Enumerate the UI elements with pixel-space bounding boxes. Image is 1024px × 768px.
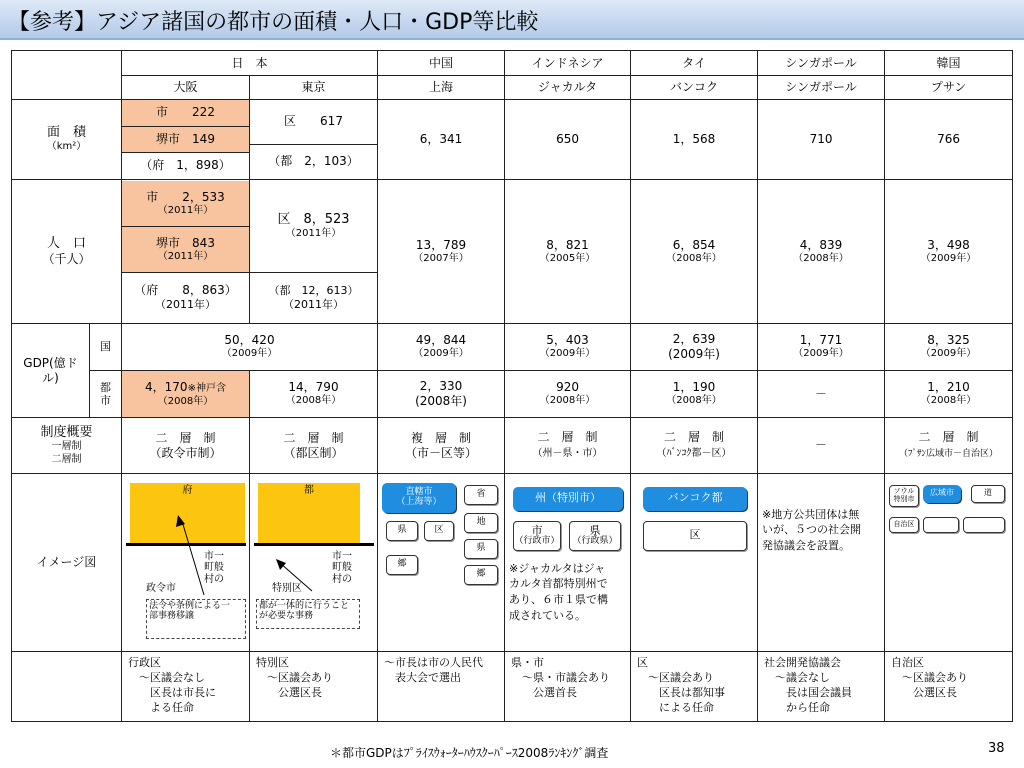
gdp-shanghai-city-value: 2，330	[419, 379, 463, 393]
image-osaka	[122, 474, 250, 652]
gdp-shanghai-city-year: (2008年)	[415, 394, 467, 408]
header-thailand: タイ	[631, 51, 758, 76]
corner-cell	[12, 51, 122, 100]
gdp-singapore-city: －	[758, 371, 885, 418]
pop-singapore-value: 4，839	[799, 237, 843, 252]
header-korea: 韓国	[885, 51, 1013, 76]
gdp-korea-year: （2009年）	[920, 348, 977, 360]
jk-city-box	[513, 521, 561, 551]
image-bangkok	[631, 474, 758, 652]
system-jakarta-type: 二 層 制	[537, 430, 598, 445]
pop-bangkok-year: （2008年）	[666, 252, 722, 264]
gdp-country-row	[12, 324, 1013, 371]
pop-osaka-city-value: 市 2，533	[146, 189, 225, 204]
pop-shanghai-value: 13，789	[415, 237, 467, 252]
tokyo-to-block: 都	[258, 483, 360, 543]
header-china: 中国	[378, 51, 505, 76]
gdp-thailand	[631, 324, 758, 371]
tokyo-ward-label: 特別区	[272, 582, 302, 594]
population-label-cell	[12, 180, 122, 324]
area-row	[12, 100, 1013, 180]
system-jakarta-sub: （州－県・市）	[532, 448, 603, 460]
jk-regency-label: 県	[589, 523, 601, 537]
image-singapore	[758, 474, 885, 652]
header-osaka: 大阪	[122, 76, 250, 100]
pop-tokyo-ku-year: （2011年）	[285, 228, 342, 240]
image-row	[12, 474, 1013, 652]
osaka-delegation-note: 法令や条例による一 部事務移譲	[146, 599, 246, 639]
population-row	[12, 180, 1013, 324]
jk-city-sub: （行政市）	[514, 535, 560, 546]
gdp-busan-city-year: （2008年）	[920, 395, 977, 407]
jk-regency-box	[569, 521, 621, 551]
bs-special-box: ソウル 特別市	[889, 485, 919, 507]
pop-busan	[885, 180, 1013, 324]
system-busan	[885, 418, 1013, 474]
comparison-table	[11, 50, 1013, 722]
gdp-japan	[122, 324, 378, 371]
jk-note: ※ジャカルタはジャ カルタ首都特別州で あり、６市１県で構 成されている。	[509, 561, 609, 623]
population-osaka	[122, 180, 250, 324]
pop-sakai-value: 堺市 843	[156, 235, 215, 250]
population-tokyo	[250, 180, 378, 324]
system-tokyo-sub: （都区制）	[283, 445, 344, 460]
header-indonesia: インドネシア	[505, 51, 631, 76]
jk-regency-sub: （行政県）	[572, 535, 618, 546]
population-unit: （千人）	[42, 252, 91, 267]
gdp-bangkok-city-year: （2008年）	[666, 395, 722, 407]
pop-bangkok-value: 6，854	[672, 237, 716, 252]
system-osaka	[122, 418, 250, 474]
bottom-osaka: 行政区 ～区議会なし 区長は市長に よる任命	[122, 652, 250, 722]
image-jakarta	[505, 474, 631, 652]
sg-note: ※地方公共団体は無 いが、５つの社会開 発協議会を設置。	[762, 507, 862, 553]
image-shanghai	[378, 474, 505, 652]
bottom-busan: 自治区 ～区議会あり 公選区長	[885, 652, 1013, 722]
gdp-indonesia-value: 5，403	[546, 333, 589, 348]
footer-note: ＊都市GDPはﾌﾟﾗｲｽｳｫｰﾀｰﾊｳｽｸｰﾊﾟｰｽ2008ﾗﾝｷﾝｸﾞ調査	[330, 746, 609, 760]
sh-county-box: 県	[464, 539, 498, 559]
bottom-label-cell	[12, 652, 122, 722]
area-tokyo-to: （都 2，103）	[268, 154, 359, 169]
area-shanghai: 6，341	[378, 100, 505, 180]
pop-busan-value: 3，498	[927, 237, 970, 252]
bottom-bangkok: 区 ～区議会あり 区長は都知事 による任命	[631, 652, 758, 722]
jk-province-box: 州（特別市）	[513, 487, 623, 511]
page-title: 【参考】アジア諸国の都市の面積・人口・GDP等比較	[8, 10, 539, 35]
gdp-thailand-year: (2009年)	[668, 347, 720, 361]
header-tokyo: 東京	[250, 76, 378, 100]
jk-city-label: 市	[531, 523, 543, 537]
gdp-bangkok-city	[631, 371, 758, 418]
pop-tokyo-to-value: （都 12，613）	[268, 284, 359, 298]
system-sub2: 二層制	[51, 453, 82, 465]
system-row	[12, 418, 1013, 474]
system-bangkok	[631, 418, 758, 474]
pop-jakarta	[505, 180, 631, 324]
pop-sakai-year: （2011年）	[157, 250, 214, 262]
bs-subunit-box-1	[923, 517, 959, 533]
area-unit: （km²）	[46, 141, 87, 153]
system-singapore: －	[758, 418, 885, 474]
bottom-row	[12, 652, 1013, 722]
sh-direct-city-box: 直轄市 （上海等）	[382, 483, 456, 513]
area-jakarta: 650	[505, 100, 631, 180]
bk-ward-box: 区	[643, 521, 747, 551]
bk-top-box: バンコク都	[643, 487, 747, 511]
gdp-tokyo-city-value: 14，790	[288, 380, 339, 395]
osaka-pref-block: 府	[130, 483, 245, 543]
gdp-japan-value: 50，420	[224, 333, 275, 348]
page-number: 38	[988, 741, 1005, 756]
system-tokyo	[250, 418, 378, 474]
header-shanghai: 上海	[378, 76, 505, 100]
bottom-shanghai: ～市長は市の人民代 表大会で選出	[378, 652, 505, 722]
pop-shanghai-year: （2007年）	[413, 252, 469, 264]
gdp-busan-city-value: 1，210	[927, 380, 970, 395]
gdp-jakarta-city	[505, 371, 631, 418]
title-bar	[0, 0, 1024, 40]
area-osaka-pref: （府 1，898）	[140, 158, 231, 173]
header-japan: 日 本	[122, 51, 378, 76]
osaka-city-label: 政令市	[146, 582, 176, 594]
tokyo-muni-label: 市一 町般 村の	[332, 550, 352, 585]
gdp-singapore-value: 1，771	[799, 333, 843, 348]
gdp-china	[378, 324, 505, 371]
sh-ward-box: 区	[424, 521, 454, 541]
area-label: 面 積	[46, 125, 86, 141]
area-singapore: 710	[758, 100, 885, 180]
gdp-singapore	[758, 324, 885, 371]
pop-singapore-year: （2008年）	[793, 252, 849, 264]
pop-osaka-city-year: （2011年）	[157, 204, 214, 216]
bottom-jakarta: 県・市 ～県・市議会あり 公選首長	[505, 652, 631, 722]
pop-osaka-pref	[122, 273, 249, 323]
area-label-cell	[12, 100, 122, 180]
system-sub1: 一層制	[51, 441, 82, 453]
header-bangkok: バンコク	[631, 76, 758, 100]
header-singapore: シンガポール	[758, 51, 885, 76]
pop-bangkok	[631, 180, 758, 324]
gdp-singapore-year: （2009年）	[793, 348, 849, 360]
system-jakarta	[505, 418, 631, 474]
gdp-label: GDP(億ドル)	[12, 324, 90, 418]
gdp-tokyo-city	[250, 371, 378, 418]
pop-busan-year: （2009年）	[920, 252, 977, 264]
bs-metro-box: 広域市	[923, 485, 961, 503]
bs-autonomous-box: 自治区	[889, 517, 919, 533]
gdp-korea	[885, 324, 1013, 371]
gdp-osaka-city	[122, 371, 250, 418]
pop-osaka-pref-value: （府 8，863）	[134, 283, 237, 298]
gdp-osaka-city-year: （2008年）	[157, 395, 214, 407]
gdp-jakarta-city-year: （2008年）	[539, 395, 596, 407]
pop-jakarta-year: （2005年）	[539, 252, 596, 264]
system-shanghai-sub: （市－区等）	[405, 445, 478, 460]
area-busan: 766	[885, 100, 1013, 180]
pop-tokyo-ku	[250, 181, 377, 273]
pop-osaka-pref-year: （2011年）	[155, 298, 216, 312]
gdp-country-label: 国	[90, 324, 122, 371]
gdp-osaka-city-note: ※神戸含	[187, 383, 226, 394]
osaka-muni-label: 市一 町般 村の	[204, 550, 224, 585]
gdp-jakarta-city-value: 920	[556, 380, 579, 395]
system-label: 制度概要	[40, 424, 93, 440]
sh-township-box: 郷	[386, 555, 418, 575]
pop-sakai	[122, 227, 249, 273]
header-busan: プサン	[885, 76, 1013, 100]
area-tokyo-ku: 区 617	[250, 100, 377, 144]
area-osaka-city: 市 222	[122, 100, 249, 126]
gdp-city-label: 都市	[90, 371, 122, 418]
gdp-china-value: 49，844	[415, 333, 467, 348]
gdp-thailand-value: 2，639	[672, 332, 716, 346]
gdp-korea-value: 8，325	[927, 333, 970, 348]
system-bangkok-sub: （ﾊﾞﾝｺｸ都－区）	[656, 448, 732, 460]
gdp-bangkok-city-value: 1，190	[672, 380, 716, 395]
header-row-2	[12, 76, 1013, 100]
bs-province-box: 道	[971, 485, 1005, 503]
system-bangkok-type: 二 層 制	[664, 430, 725, 445]
image-busan	[885, 474, 1013, 652]
population-label: 人 口	[46, 235, 86, 251]
system-shanghai	[378, 418, 505, 474]
gdp-indonesia-year: （2009年）	[539, 348, 596, 360]
gdp-shanghai-city	[378, 371, 505, 418]
system-busan-type: 二 層 制	[918, 430, 979, 445]
header-row-1	[12, 51, 1013, 76]
system-label-cell	[12, 418, 122, 474]
pop-tokyo-to-year: （2011年）	[283, 298, 344, 312]
image-tokyo	[250, 474, 378, 652]
area-sakai: 堺市 149	[122, 126, 249, 152]
tokyo-integrated-note: 都が一体的に行うこと が必要な事務	[256, 599, 360, 629]
system-busan-sub: （ﾌﾟｻﾝ広域市－自治区）	[899, 449, 999, 460]
bottom-singapore: 社会開発協議会 ～議会なし 長は国会議員 から任命	[758, 652, 885, 722]
header-jakarta: ジャカルタ	[505, 76, 631, 100]
bottom-tokyo: 特別区 ～区議会あり 公選区長	[250, 652, 378, 722]
bs-subunit-box-2	[963, 517, 1005, 533]
header-singapore-city: シンガポール	[758, 76, 885, 100]
system-shanghai-type: 複 層 制	[411, 430, 472, 445]
system-tokyo-type: 二 層 制	[283, 430, 344, 445]
gdp-tokyo-city-year: （2008年）	[285, 395, 342, 407]
gdp-busan-city	[885, 371, 1013, 418]
gdp-indonesia	[505, 324, 631, 371]
area-osaka	[122, 100, 250, 180]
system-osaka-sub: （政令市制）	[149, 445, 222, 460]
pop-tokyo-ku-value: 区 8，523	[277, 211, 350, 227]
gdp-china-year: （2009年）	[413, 348, 469, 360]
pop-shanghai	[378, 180, 505, 324]
pop-singapore	[758, 180, 885, 324]
sh-township2-box: 郷	[464, 565, 498, 585]
area-tokyo	[250, 100, 378, 180]
area-bangkok: 1，568	[631, 100, 758, 180]
gdp-japan-year: （2009年）	[221, 348, 278, 360]
sh-province-box: 省	[464, 485, 498, 505]
sh-prefecture-box: 県	[386, 521, 418, 541]
gdp-city-row	[12, 371, 1013, 418]
pop-tokyo-to	[250, 273, 377, 323]
pop-osaka-city	[122, 181, 249, 227]
system-osaka-type: 二 層 制	[155, 430, 216, 445]
gdp-osaka-city-value: 4，170	[145, 380, 188, 394]
image-label: イメージ図	[12, 474, 122, 652]
sh-region-box: 地	[464, 513, 498, 533]
pop-jakarta-value: 8，821	[546, 237, 589, 252]
